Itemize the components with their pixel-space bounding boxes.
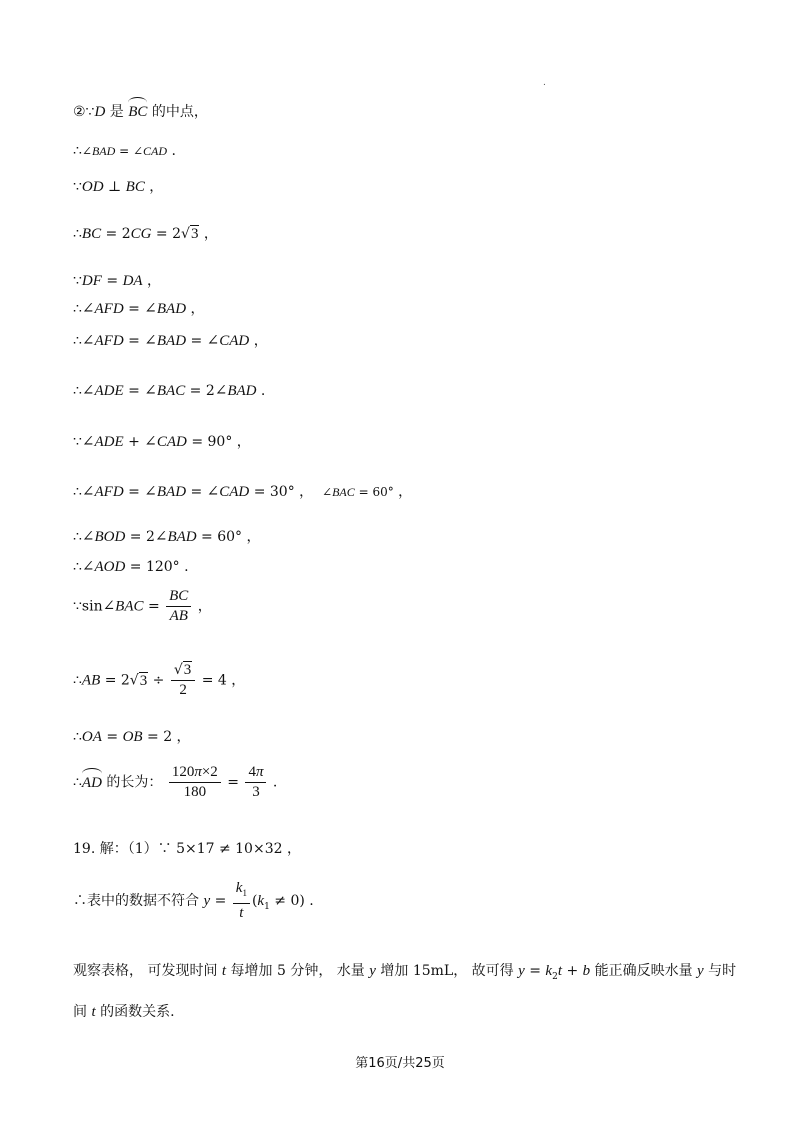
fraction-4pi-3: $\frac{4\pi}{3}$ xyxy=(245,764,266,801)
page-footer: 第16页/共25页 xyxy=(355,1056,445,1071)
line-observe-table: 观察表格， 可发现时间 t 每增加 5 分钟， 水量 y 增加 15mL， 故可得 $y = k_2t + b$ 能正确反映水量 y 与时 xyxy=(73,963,737,982)
line-ade-plus-cad: ∵∠ADE + ∠CAD = 90° ， xyxy=(73,434,251,450)
line-ade-bac: ∴∠ADE = ∠BAC = 2∠BAD . xyxy=(73,383,266,399)
fraction-sqrt3-2: $\frac{√3}{2}$ xyxy=(171,662,195,699)
line-bad-eq-cad: ∴∠BAD = ∠CAD . xyxy=(73,143,176,159)
line-not-inverse: ∴表中的数据不符合 y = $\frac{k_1}{t}$ $(k_1 \ne 0)$ . xyxy=(73,880,314,921)
line-function-relation: 间 t 的函数关系. xyxy=(73,1004,175,1020)
fraction-arc-length: $\frac{120\pi\times 2}{180}$ xyxy=(169,764,221,801)
arc-bc: BC xyxy=(128,104,148,120)
line-afd-bad-cad: ∴∠AFD = ∠BAD = ∠CAD ， xyxy=(73,333,268,349)
line-arc-length: ∴AD 的长为： $\frac{120\pi\times 2}{180}$ = $\frac{4\pi}{3}$ . xyxy=(73,764,278,800)
line-aod: ∴∠AOD = 120° . xyxy=(73,559,189,575)
arc-ad: AD xyxy=(81,774,102,791)
stray-dot: . xyxy=(543,78,546,88)
line-afd-eq-bad: ∴∠AFD = ∠BAD ， xyxy=(73,301,205,317)
line-ab-value: ∴AB = 2√3 ÷ $\frac{√3}{2}$ = 4 ， xyxy=(73,662,246,698)
line-df-eq-da: ∵DF = DA ， xyxy=(73,273,162,289)
fraction-k1-t: $\frac{k_1}{t}$ xyxy=(233,880,250,922)
line-bc-value: ∴BC = 2CG = 2√3 ， xyxy=(73,226,218,242)
line-oa-ob: ∴OA = OB = 2 ， xyxy=(73,729,191,745)
line-angles-30-60: ∴∠AFD = ∠BAD = ∠CAD = 30° ， ∠BAC = 60° ， xyxy=(73,484,413,500)
line-bod: ∴∠BOD = 2∠BAD = 60° ， xyxy=(73,529,261,545)
line-d-midpoint: ②∵D 是 BC 的中点， xyxy=(73,104,208,120)
line-od-perp-bc: ∵OD ⊥ BC ， xyxy=(73,179,164,195)
line-q19-intro: 19. 解：（1）∵ 5×17 ≠ 10×32 ， xyxy=(73,841,301,857)
fraction-bc-ab: $\frac{BC}{AB}$ xyxy=(166,588,191,625)
line-sin-bac: ∵sin∠BAC = $\frac{BC}{AB}$ ， xyxy=(73,588,212,624)
